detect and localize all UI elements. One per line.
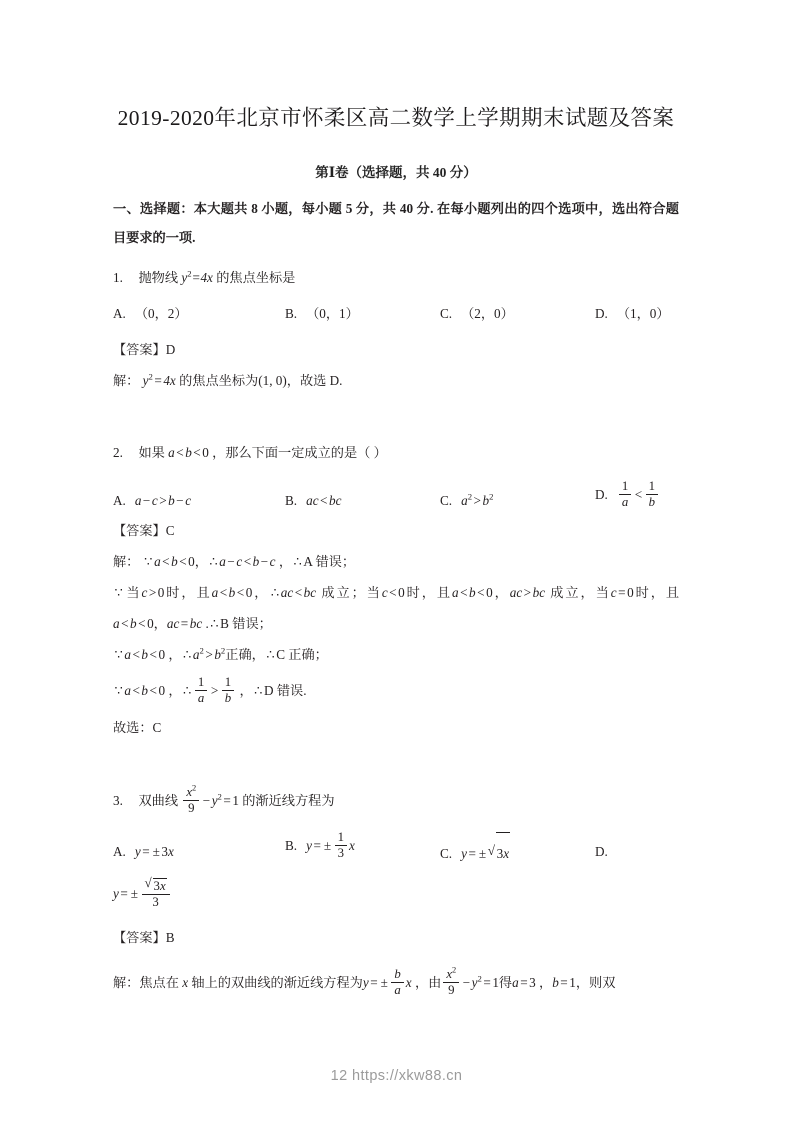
option-2d[interactable]	[595, 474, 660, 516]
question-2-condition: a < b < 0	[168, 445, 209, 460]
solution-1-expression: $y^2 = 4x$	[142, 371, 176, 388]
option-2c-text: $a^2 > b^2$	[461, 491, 494, 508]
answer-1-value: D	[165, 342, 176, 357]
option-2a-text: a − c > b − c	[134, 493, 192, 508]
option-3b-text: y = ± $\frac{1}{3}$ x	[306, 830, 355, 860]
question-1-number: 1.	[113, 270, 123, 285]
option-2b-text: ac < bc	[306, 493, 342, 508]
option-3a[interactable]	[113, 831, 174, 873]
question-2-solution-line-3: ∵ a < b < 0 ， ∴ $a^2 > b^2$正确， ∴ C 正确；	[114, 645, 328, 662]
option-3d-text: y = ± √ $\frac{3x}{3}$	[113, 886, 172, 901]
option-1d-text: （1，0）	[616, 306, 670, 321]
option-1c-text: （2，0）	[461, 306, 514, 321]
question-2-solution-line-4: ∵ a < b < 0 ， ∴ $\frac{1}{a}$ > $\frac{1}{b}$ ， ∴ D 错误.	[114, 675, 307, 705]
page-content	[113, 0, 679, 1003]
footer-watermark-url: https://xkw88.cn	[352, 1068, 463, 1084]
question-3-stem-lead: 双曲线	[138, 793, 179, 808]
option-1b-label: B.	[285, 306, 298, 321]
question-2-stem-lead: 如果	[138, 445, 165, 460]
answer-2-prefix: 【答案】	[113, 523, 166, 538]
option-3b[interactable]	[285, 825, 355, 867]
question-3-number: 3.	[113, 793, 123, 808]
page-footer	[0, 1068, 793, 1084]
option-3a-text: y = ± 3x	[134, 844, 174, 859]
answer-2-value: C	[165, 523, 175, 538]
question-3-option-d-continued[interactable]	[113, 869, 679, 919]
page-title: 2019-2020年北京市怀柔区高二数学上学期期末试题及答案	[117, 106, 675, 130]
question-3-solution: 解：焦点在 x 轴上的双曲线的渐近线方程为y = ± $\frac{b}{a}$ x ，由 $\frac{x^2}{9}$ − $y^2 = 1$得a = 3 ，b = 1，则双	[113, 965, 616, 997]
option-1d-label: D.	[595, 306, 608, 321]
option-2b[interactable]	[285, 480, 341, 522]
question-1-options	[113, 299, 679, 329]
question-1-stem-lead: 抛物线	[138, 270, 179, 285]
question-3-stem-tail: 的渐近线方程为	[242, 793, 335, 808]
solution-1-point: (1, 0)	[258, 373, 287, 388]
question-2-choose: 故选：C	[113, 720, 162, 735]
option-2a-label: A.	[113, 493, 126, 508]
option-2b-label: B.	[285, 493, 298, 508]
option-1b-text: （0，1）	[306, 306, 359, 321]
question-3-stem	[113, 779, 679, 823]
question-1-stem-tail: 的焦点坐标是	[216, 270, 296, 285]
question-2-options	[113, 474, 679, 516]
option-3c-text: y = ± √ 3x	[461, 846, 510, 861]
answer-1-prefix: 【答案】	[113, 342, 166, 357]
section-header: 第Ⅰ卷（选择题，共 40 分）	[315, 165, 477, 180]
option-1d[interactable]	[595, 299, 670, 329]
option-3d[interactable]	[595, 831, 617, 873]
option-1b[interactable]	[285, 299, 359, 329]
instructions-paragraph: 一、选择题：本大题共 8 小题，每小题 5 分，共 40 分. 在每小题列出的四个选项中，选出符合题目要求的一项.	[113, 201, 679, 245]
question-2-solution-line-2: ∵ 当c > 0时，且a < b < 0， ∴ ac < bc 成立；当c < 0时，且a < b < 0，ac > bc 成立，当c = 0时，且a < b < 0，ac = bc . ∴ B 错误；	[113, 585, 680, 631]
question-2-stem	[113, 438, 679, 468]
solution-3-prefix: 解：	[113, 975, 140, 990]
option-3d-label: D.	[595, 844, 608, 859]
option-3c-label: C.	[440, 846, 453, 861]
option-2d-label: D.	[595, 487, 608, 502]
answer-3-value: B	[165, 930, 175, 945]
option-3b-label: B.	[285, 838, 298, 853]
question-3-options	[113, 825, 679, 867]
question-3-equation: $\frac{x^2}{9}$ − $y^2 = 1$	[181, 793, 239, 808]
option-2c-label: C.	[440, 493, 453, 508]
option-1a-text: （0，2）	[134, 306, 188, 321]
question-1-equation: $y^2=4x$	[181, 268, 213, 285]
solution-1-prefix: 解：	[113, 373, 140, 388]
option-3a-label: A.	[113, 844, 126, 859]
question-3-answer	[113, 923, 679, 953]
question-1-stem	[113, 263, 679, 293]
option-2a[interactable]	[113, 480, 191, 522]
option-1a[interactable]	[113, 299, 188, 329]
option-1a-label: A.	[113, 306, 126, 321]
question-2-stem-tail: ，那么下面一定成立的是（ ）	[212, 445, 387, 460]
question-2-solution-line-1: 解： ∵ a < b < 0， ∴ a − c < b − c ， ∴ A 错误；	[113, 554, 356, 569]
question-2-answer	[113, 516, 679, 546]
question-1-answer	[113, 335, 679, 365]
answer-3-prefix: 【答案】	[113, 930, 166, 945]
solution-1-tail: ，故选 D.	[286, 373, 343, 388]
option-1c[interactable]	[440, 299, 514, 329]
solution-1-mid: 的焦点坐标为	[179, 373, 259, 388]
option-2c[interactable]	[440, 480, 493, 522]
option-3c[interactable]	[440, 831, 510, 875]
question-1-solution	[113, 365, 679, 396]
option-1c-label: C.	[440, 306, 453, 321]
footer-page-number: 12	[330, 1068, 348, 1084]
question-2-number: 2.	[113, 445, 123, 460]
solution-2-prefix: 解：	[113, 554, 140, 569]
option-2d-text: $\frac{1}{a}$ < $\frac{1}{b}$	[617, 487, 660, 502]
